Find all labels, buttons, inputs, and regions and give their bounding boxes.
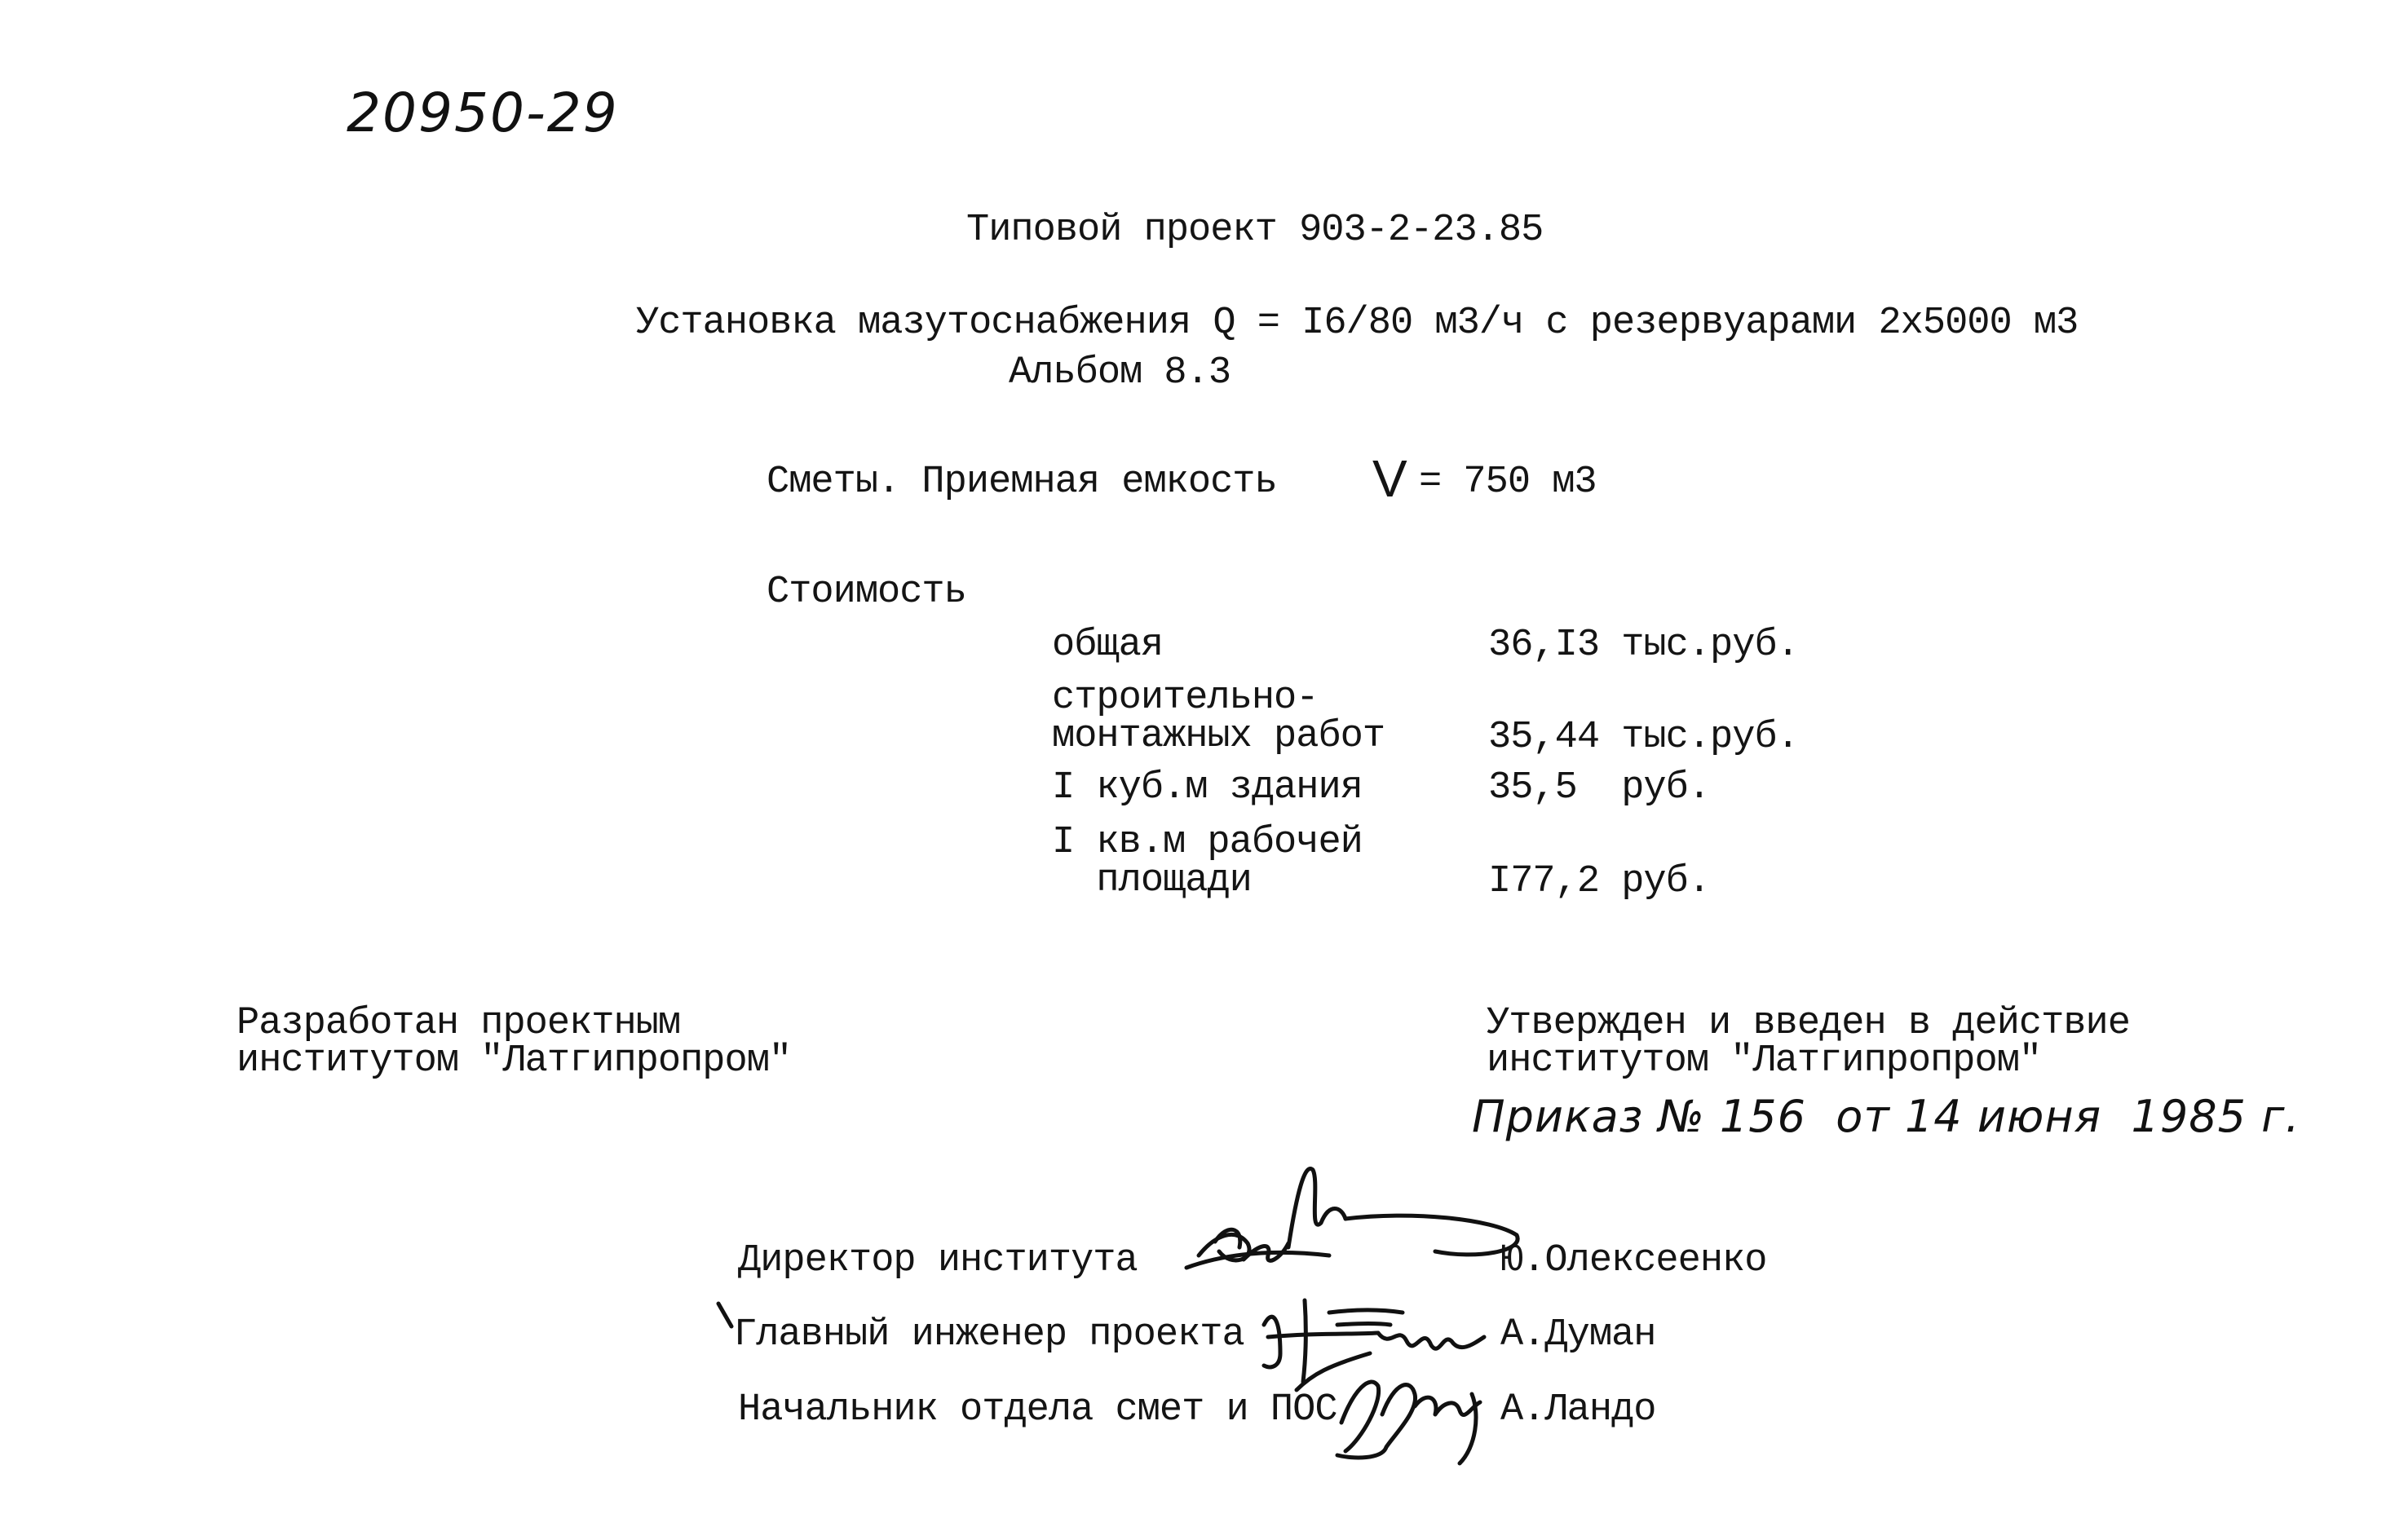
margin-tick-mark xyxy=(714,1300,738,1333)
signature-name-estimates-head: А.Ландо xyxy=(1500,1388,1656,1432)
cost-row-per-cubic-meter-label: I куб.м здания xyxy=(1052,766,1363,810)
director-signature xyxy=(1166,1145,1533,1292)
cost-row-construction-label: строительно- монтажных работ xyxy=(1052,677,1385,758)
cost-heading: Стоимость xyxy=(767,571,966,614)
signature-role-chief-engineer: Главный инженер проекта xyxy=(734,1313,1244,1357)
project-number-line: Типовой проект 903-2-23.85 xyxy=(966,209,1544,252)
handwritten-archive-number: 20950-29 xyxy=(347,82,619,144)
cost-row-per-square-meter-value: I77,2 руб. xyxy=(1488,860,1711,903)
estimates-label: Сметы. Приемная емкость xyxy=(767,461,1277,504)
cost-row-construction-value: 35,44 тыс.руб. xyxy=(1488,716,1799,759)
volume-symbol: V xyxy=(1372,449,1407,508)
album-label: Альбом 8.3 xyxy=(1009,351,1231,395)
cost-row-total-label: общая xyxy=(1052,624,1164,667)
approved-by-text: Утвержден и введен в действие институтом "Латгипропром" xyxy=(1487,1002,2130,1083)
document-title: Установка мазутоснабжения Q = I6/80 м3/ч с резервуарами 2х5000 м3 xyxy=(636,302,2079,345)
signature-name-chief-engineer: А.Думан xyxy=(1500,1313,1656,1357)
estimates-head-signature xyxy=(1305,1357,1517,1472)
volume-value: = 750 м3 xyxy=(1419,461,1597,504)
signature-name-director: Ю.Олексеенко xyxy=(1500,1239,1767,1282)
cost-row-total-value: 36,I3 тыс.руб. xyxy=(1488,624,1799,667)
signature-role-estimates-head: Начальник отдела смет и ПОС xyxy=(738,1388,1337,1432)
cost-row-per-cubic-meter-value: 35,5 руб. xyxy=(1488,766,1711,810)
handwritten-order-reference: Приказ № 156 от 14 июня 1985 г. xyxy=(1472,1091,2300,1142)
signature-role-director: Директор института xyxy=(738,1239,1138,1282)
cost-row-per-square-meter-label: I кв.м рабочей площади xyxy=(1052,821,1363,902)
developed-by-text: Разработан проектным институтом "Латгипропром" xyxy=(236,1002,792,1083)
